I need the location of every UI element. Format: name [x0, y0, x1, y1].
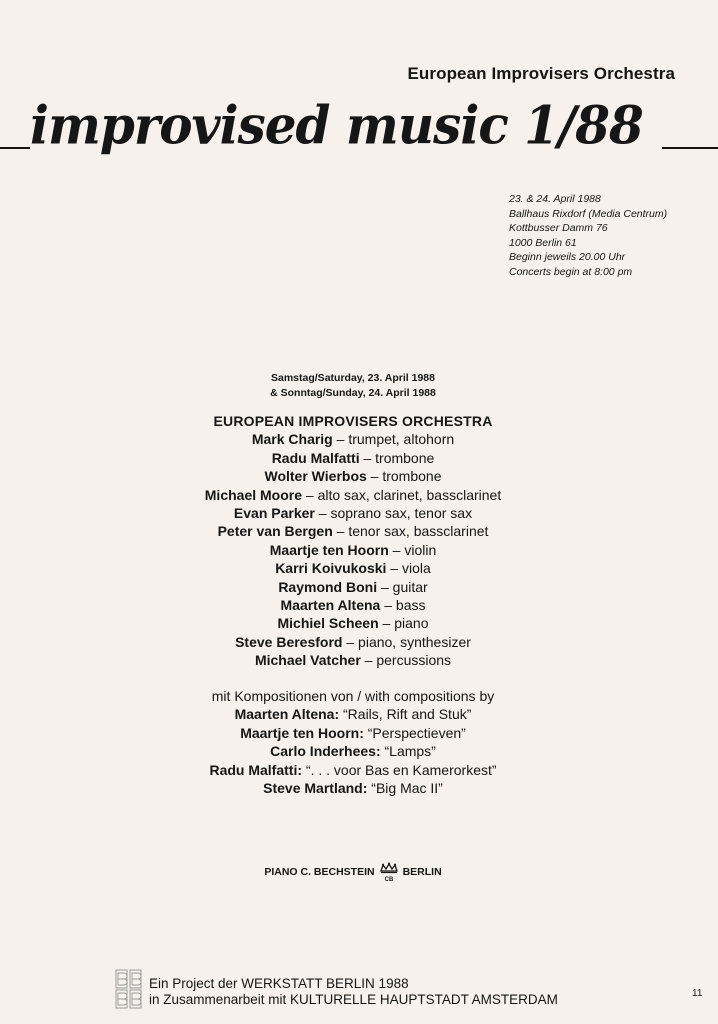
venue-line: Ballhaus Rixdorf (Media Centrum): [509, 207, 668, 220]
composition-row: [0, 705, 706, 723]
musician-instruments: – violin: [392, 541, 437, 558]
lineup-row: [0, 633, 706, 651]
musician-name: Radu Malfatti: [271, 449, 360, 466]
lineup: [0, 412, 706, 670]
lineup-row: [0, 467, 706, 485]
lineup-row: [0, 614, 706, 632]
composition-title: “Lamps”: [384, 743, 436, 760]
musician-instruments: – piano: [382, 615, 429, 632]
musician-name: Michael Vatcher: [254, 652, 361, 669]
musician-instruments: – viola: [390, 560, 431, 577]
compositions: [0, 687, 706, 797]
composer-name: Steve Martland:: [263, 780, 368, 797]
date-line: Samstag/Saturday, 23. April 1988: [271, 372, 435, 384]
sponsor-left: PIANO C. BECHSTEIN: [264, 866, 375, 878]
sponsor-right: BERLIN: [402, 866, 442, 878]
musician-instruments: – soprano sax, tenor sax: [318, 505, 473, 522]
musician-instruments: – percussions: [364, 652, 452, 669]
werkstatt-logo-icon: [115, 969, 143, 1009]
lineup-row: [0, 430, 706, 448]
script-title: improvised music 1/88: [30, 94, 643, 156]
musician-name: Steve Beresford: [235, 633, 343, 650]
musician-name: Wolter Wierbos: [264, 468, 367, 485]
lineup-row: [0, 541, 706, 559]
composer-name: Radu Malfatti:: [209, 761, 303, 778]
footer-line: Ein Project der WERKSTATT BERLIN 1988: [149, 976, 409, 991]
crown-logo-letters: CB: [384, 877, 393, 883]
script-title-banner: [0, 96, 718, 166]
org-title: European Improvisers Orchestra: [407, 64, 675, 83]
musician-name: Raymond Boni: [278, 578, 378, 595]
title-rule-right: [662, 147, 718, 149]
composition-row: [0, 742, 706, 760]
composition-row: [0, 779, 706, 797]
lineup-row: [0, 449, 706, 467]
composer-name: Maartje ten Hoorn:: [240, 724, 364, 741]
lineup-row: [0, 578, 706, 596]
musician-name: Michiel Scheen: [277, 615, 379, 632]
musician-instruments: – trombone: [370, 468, 442, 485]
musician-name: Michael Moore: [204, 486, 303, 503]
lineup-row: [0, 522, 706, 540]
venue-line: 1000 Berlin 61: [509, 236, 577, 249]
date-line: & Sonntag/Sunday, 24. April 1988: [270, 386, 436, 399]
composition-row: [0, 761, 706, 779]
lineup-heading: EUROPEAN IMPROVISERS ORCHESTRA: [213, 413, 493, 429]
title-rule-left: [0, 147, 30, 149]
lineup-row: [0, 596, 706, 614]
venue-line: Concerts begin at 8:00 pm: [509, 265, 633, 278]
lineup-row: [0, 651, 706, 669]
musician-instruments: – trumpet, altohorn: [336, 431, 455, 448]
musician-name: Maarten Altena: [280, 597, 381, 614]
musician-name: Peter van Bergen: [217, 523, 333, 540]
sponsor-line: [0, 861, 706, 883]
composer-name: Carlo Inderhees:: [270, 743, 381, 760]
composer-name: Maarten Altena:: [234, 706, 340, 723]
musician-instruments: – tenor sax, bassclarinet: [336, 523, 489, 540]
musician-instruments: – alto sax, clarinet, bassclarinet: [305, 486, 502, 503]
footer-line: in Zusammenarbeit mit KULTURELLE HAUPTSTADT AMSTERDAM: [149, 992, 558, 1007]
musician-instruments: – bass: [384, 597, 426, 614]
venue-line: Kottbusser Damm 76: [509, 222, 608, 235]
concert-dates: [0, 371, 706, 400]
bechstein-crown-icon: [378, 861, 400, 883]
venue-info: [509, 192, 667, 280]
musician-instruments: – guitar: [380, 578, 428, 595]
musician-instruments: – trombone: [363, 449, 435, 466]
venue-line: Beginn jeweils 20.00 Uhr: [509, 251, 626, 264]
footer-credits: [149, 976, 558, 1008]
lineup-row: [0, 504, 706, 522]
musician-name: Maartje ten Hoorn: [269, 541, 389, 558]
musician-name: Mark Charig: [251, 431, 333, 448]
composition-title: “Perspectieven”: [367, 724, 466, 741]
lineup-row: [0, 486, 706, 504]
musician-name: Karri Koivukoski: [275, 560, 387, 577]
composition-title: “Rails, Rift and Stuk”: [343, 706, 472, 723]
page-number: 11: [692, 988, 703, 999]
musician-instruments: – piano, synthesizer: [346, 633, 471, 650]
venue-line: 23. & 24. April 1988: [509, 193, 601, 205]
musician-name: Evan Parker: [233, 505, 315, 522]
composition-title: “Big Mac II”: [371, 780, 443, 797]
compositions-intro: mit Kompositionen von / with compositions by: [211, 688, 495, 704]
composition-row: [0, 724, 706, 742]
composition-title: “. . . voor Bas en Kamerorkest”: [305, 761, 497, 778]
lineup-row: [0, 559, 706, 577]
